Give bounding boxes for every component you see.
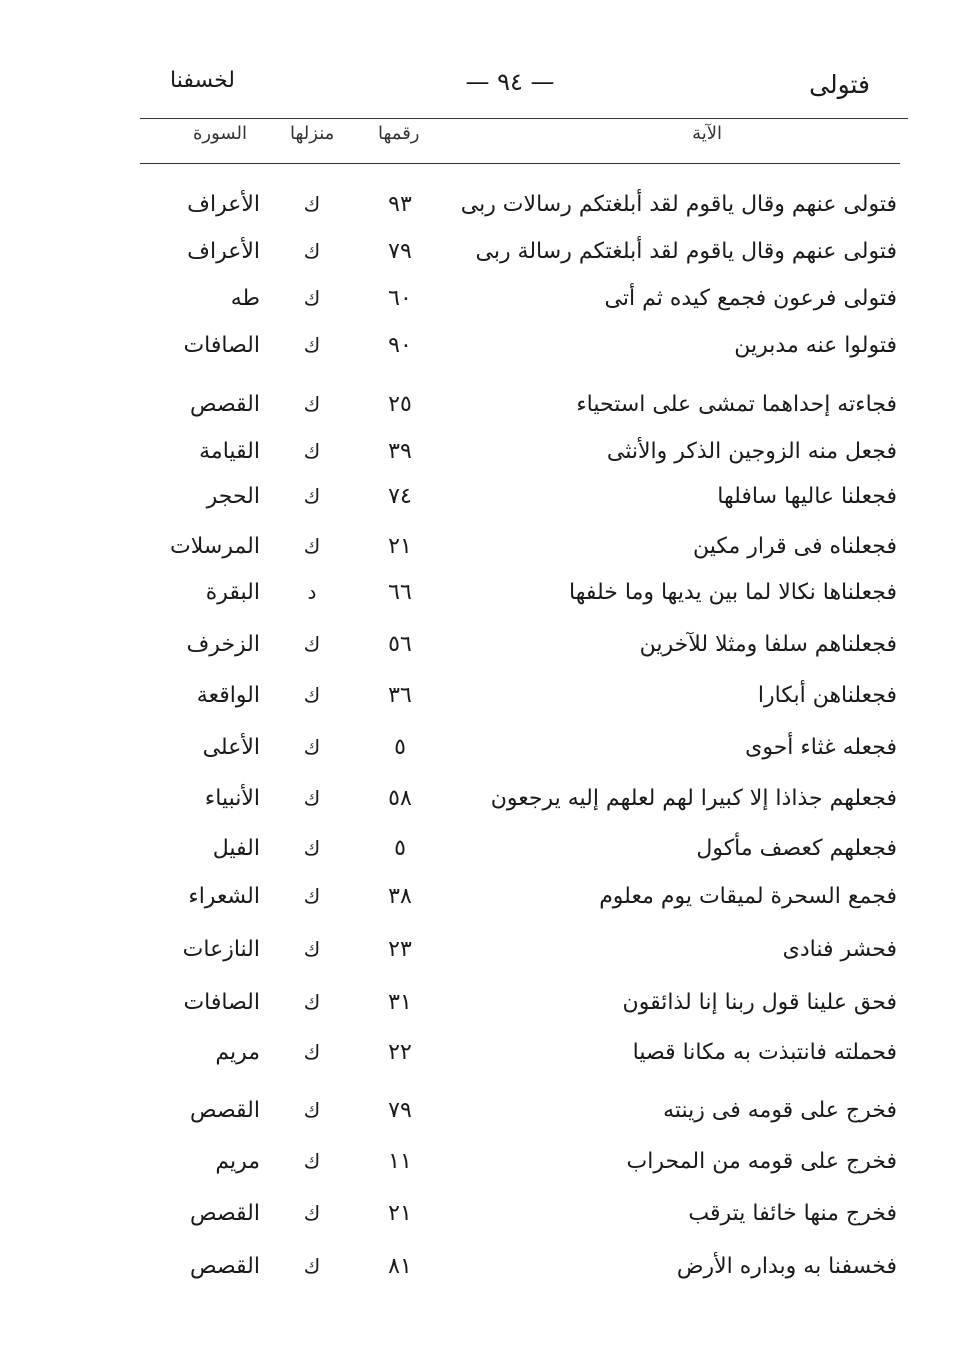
ayah-text: فجعلهم جذاذا إلا كبيرا لهم لعلهم إليه يرجعون <box>490 786 897 811</box>
table-row <box>0 233 967 273</box>
surah-name: الأعلى <box>202 735 260 760</box>
revelation-place: ك <box>303 333 321 357</box>
revelation-place: ك <box>303 683 321 707</box>
table-row <box>0 433 967 473</box>
surah-name: مريم <box>215 1149 260 1174</box>
ayah-text: فخسفنا به وبداره الأرض <box>676 1254 897 1279</box>
ayah-number: ٢٢ <box>388 1040 412 1065</box>
ayah-number: ٧٩ <box>388 1098 412 1123</box>
column-header-place: منزلها <box>290 123 335 144</box>
running-head <box>140 66 880 106</box>
ayah-text: فخرج منها خائفا يترقب <box>688 1201 897 1226</box>
ayah-text: فجعله غثاء أحوى <box>745 735 897 760</box>
revelation-place: ك <box>303 836 321 860</box>
table-row <box>0 1143 967 1183</box>
table-row <box>0 386 967 426</box>
ayah-number: ١١ <box>388 1149 412 1174</box>
ayah-text: فجمع السحرة لميقات يوم معلوم <box>599 884 897 909</box>
table-row <box>0 780 967 820</box>
revelation-place: ك <box>303 534 321 558</box>
revelation-place: ك <box>303 1040 321 1064</box>
table-row <box>0 1195 967 1235</box>
surah-name: الأعراف <box>187 239 260 264</box>
ayah-number: ٣٩ <box>388 439 412 464</box>
ayah-number: ٥٨ <box>388 786 412 811</box>
surah-name: القصص <box>190 1098 260 1123</box>
ayah-text: فحشر فنادى <box>782 937 897 962</box>
ayah-number: ٨١ <box>388 1254 412 1279</box>
surah-name: طه <box>230 286 260 311</box>
surah-name: الحجر <box>206 484 260 509</box>
head-first-word: فتولى <box>809 70 870 99</box>
table-row <box>0 478 967 518</box>
revelation-place: ك <box>303 192 321 216</box>
revelation-place: ك <box>303 990 321 1014</box>
table-row <box>0 1248 967 1288</box>
ayah-number: ٦٠ <box>388 286 412 311</box>
table-row <box>0 327 967 367</box>
ayah-number: ٣٦ <box>388 683 412 708</box>
surah-name: القصص <box>190 392 260 417</box>
revelation-place: ك <box>303 484 321 508</box>
ayah-text: فجعلنا عاليها سافلها <box>717 484 897 509</box>
ayah-text: فجعلناها نكالا لما بين يديها وما خلفها <box>569 580 897 605</box>
ayah-text: فحق علينا قول ربنا إنا لذائقون <box>622 990 897 1015</box>
surah-name: الزخرف <box>186 632 260 657</box>
ayah-text: فجعلناهم سلفا ومثلا للآخرين <box>639 632 897 657</box>
table-row <box>0 186 967 226</box>
surah-name: القيامة <box>199 439 260 464</box>
ayah-text: فتولى عنهم وقال ياقوم لقد أبلغتكم رسالة ربى <box>475 239 897 264</box>
ayah-number: ٩٣ <box>388 192 412 217</box>
surah-name: الصافات <box>183 333 260 358</box>
table-row <box>0 574 967 614</box>
ayah-number: ٢١ <box>388 534 412 559</box>
ayah-text: فحملته فانتبذت به مكانا قصيا <box>632 1040 897 1065</box>
ayah-number: ٢١ <box>388 1201 412 1226</box>
table-row <box>0 878 967 918</box>
ayah-number: ٢٥ <box>388 392 412 417</box>
surah-name: النازعات <box>182 937 260 962</box>
ayah-number: ٣١ <box>388 990 412 1015</box>
ayah-text: فتولى فرعون فجمع كيده ثم أتى <box>604 286 897 311</box>
revelation-place: ك <box>303 239 321 263</box>
ayah-number: ٣٨ <box>388 884 412 909</box>
ayah-number: ٧٩ <box>388 239 412 264</box>
table-row <box>0 528 967 568</box>
revelation-place: ك <box>303 1098 321 1122</box>
ayah-number: ٥ <box>394 735 406 760</box>
revelation-place: ك <box>303 1149 321 1173</box>
surah-name: الأعراف <box>187 192 260 217</box>
ayah-text: فجعل منه الزوجين الذكر والأنثى <box>606 439 897 464</box>
ayah-text: فخرج على قومه من المحراب <box>626 1149 897 1174</box>
ayah-text: فجعلناه فى قرار مكين <box>692 534 897 559</box>
head-last-word: لخسفنا <box>170 68 236 93</box>
ayah-number: ٦٦ <box>388 580 412 605</box>
surah-name: الصافات <box>183 990 260 1015</box>
revelation-place: ك <box>303 1254 321 1278</box>
revelation-place: ك <box>303 735 321 759</box>
revelation-place: ك <box>303 392 321 416</box>
revelation-place: ك <box>303 884 321 908</box>
table-row <box>0 677 967 717</box>
revelation-place: ك <box>303 1201 321 1225</box>
surah-name: البقرة <box>205 580 260 605</box>
page-number: — ٩٤ — <box>465 68 555 96</box>
ayah-number: ٥ <box>394 836 406 861</box>
revelation-place: ك <box>303 286 321 310</box>
surah-name: الفيل <box>212 836 260 861</box>
ayah-number: ٧٤ <box>388 484 412 509</box>
revelation-place: ك <box>303 786 321 810</box>
table-row <box>0 984 967 1024</box>
ayah-number: ٥٦ <box>388 632 412 657</box>
ayah-text: فتولى عنهم وقال ياقوم لقد أبلغتكم رسالات ربى <box>460 192 897 217</box>
table-row <box>0 1034 967 1074</box>
ayah-text: فخرج على قومه فى زينته <box>663 1098 897 1123</box>
column-header-number: رقمها <box>378 123 420 144</box>
table-row <box>0 280 967 320</box>
ayah-text: فجعلناهن أبكارا <box>757 683 897 708</box>
table-row <box>0 830 967 870</box>
ayah-text: فتولوا عنه مدبرين <box>734 333 897 358</box>
ayah-number: ٩٠ <box>388 333 412 358</box>
revelation-place: ك <box>303 632 321 656</box>
surah-name: الأنبياء <box>204 786 260 811</box>
ayah-text: فجعلهم كعصف مأكول <box>696 836 897 861</box>
header-rule <box>140 118 908 119</box>
table-row <box>0 931 967 971</box>
table-row <box>0 1092 967 1132</box>
revelation-place: د <box>307 580 317 604</box>
surah-name: القصص <box>190 1254 260 1279</box>
table-row <box>0 626 967 666</box>
surah-name: القصص <box>190 1201 260 1226</box>
revelation-place: ك <box>303 439 321 463</box>
surah-name: المرسلات <box>170 534 260 559</box>
ayah-number: ٢٣ <box>388 937 412 962</box>
column-header-ayah: الآية <box>692 123 722 144</box>
surah-name: الشعراء <box>188 884 260 909</box>
table-row <box>0 729 967 769</box>
surah-name: مريم <box>215 1040 260 1065</box>
column-header-rule <box>140 163 900 164</box>
column-header-surah: السورة <box>193 123 247 144</box>
surah-name: الواقعة <box>196 683 260 708</box>
revelation-place: ك <box>303 937 321 961</box>
ayah-text: فجاءته إحداهما تمشى على استحياء <box>576 392 897 417</box>
